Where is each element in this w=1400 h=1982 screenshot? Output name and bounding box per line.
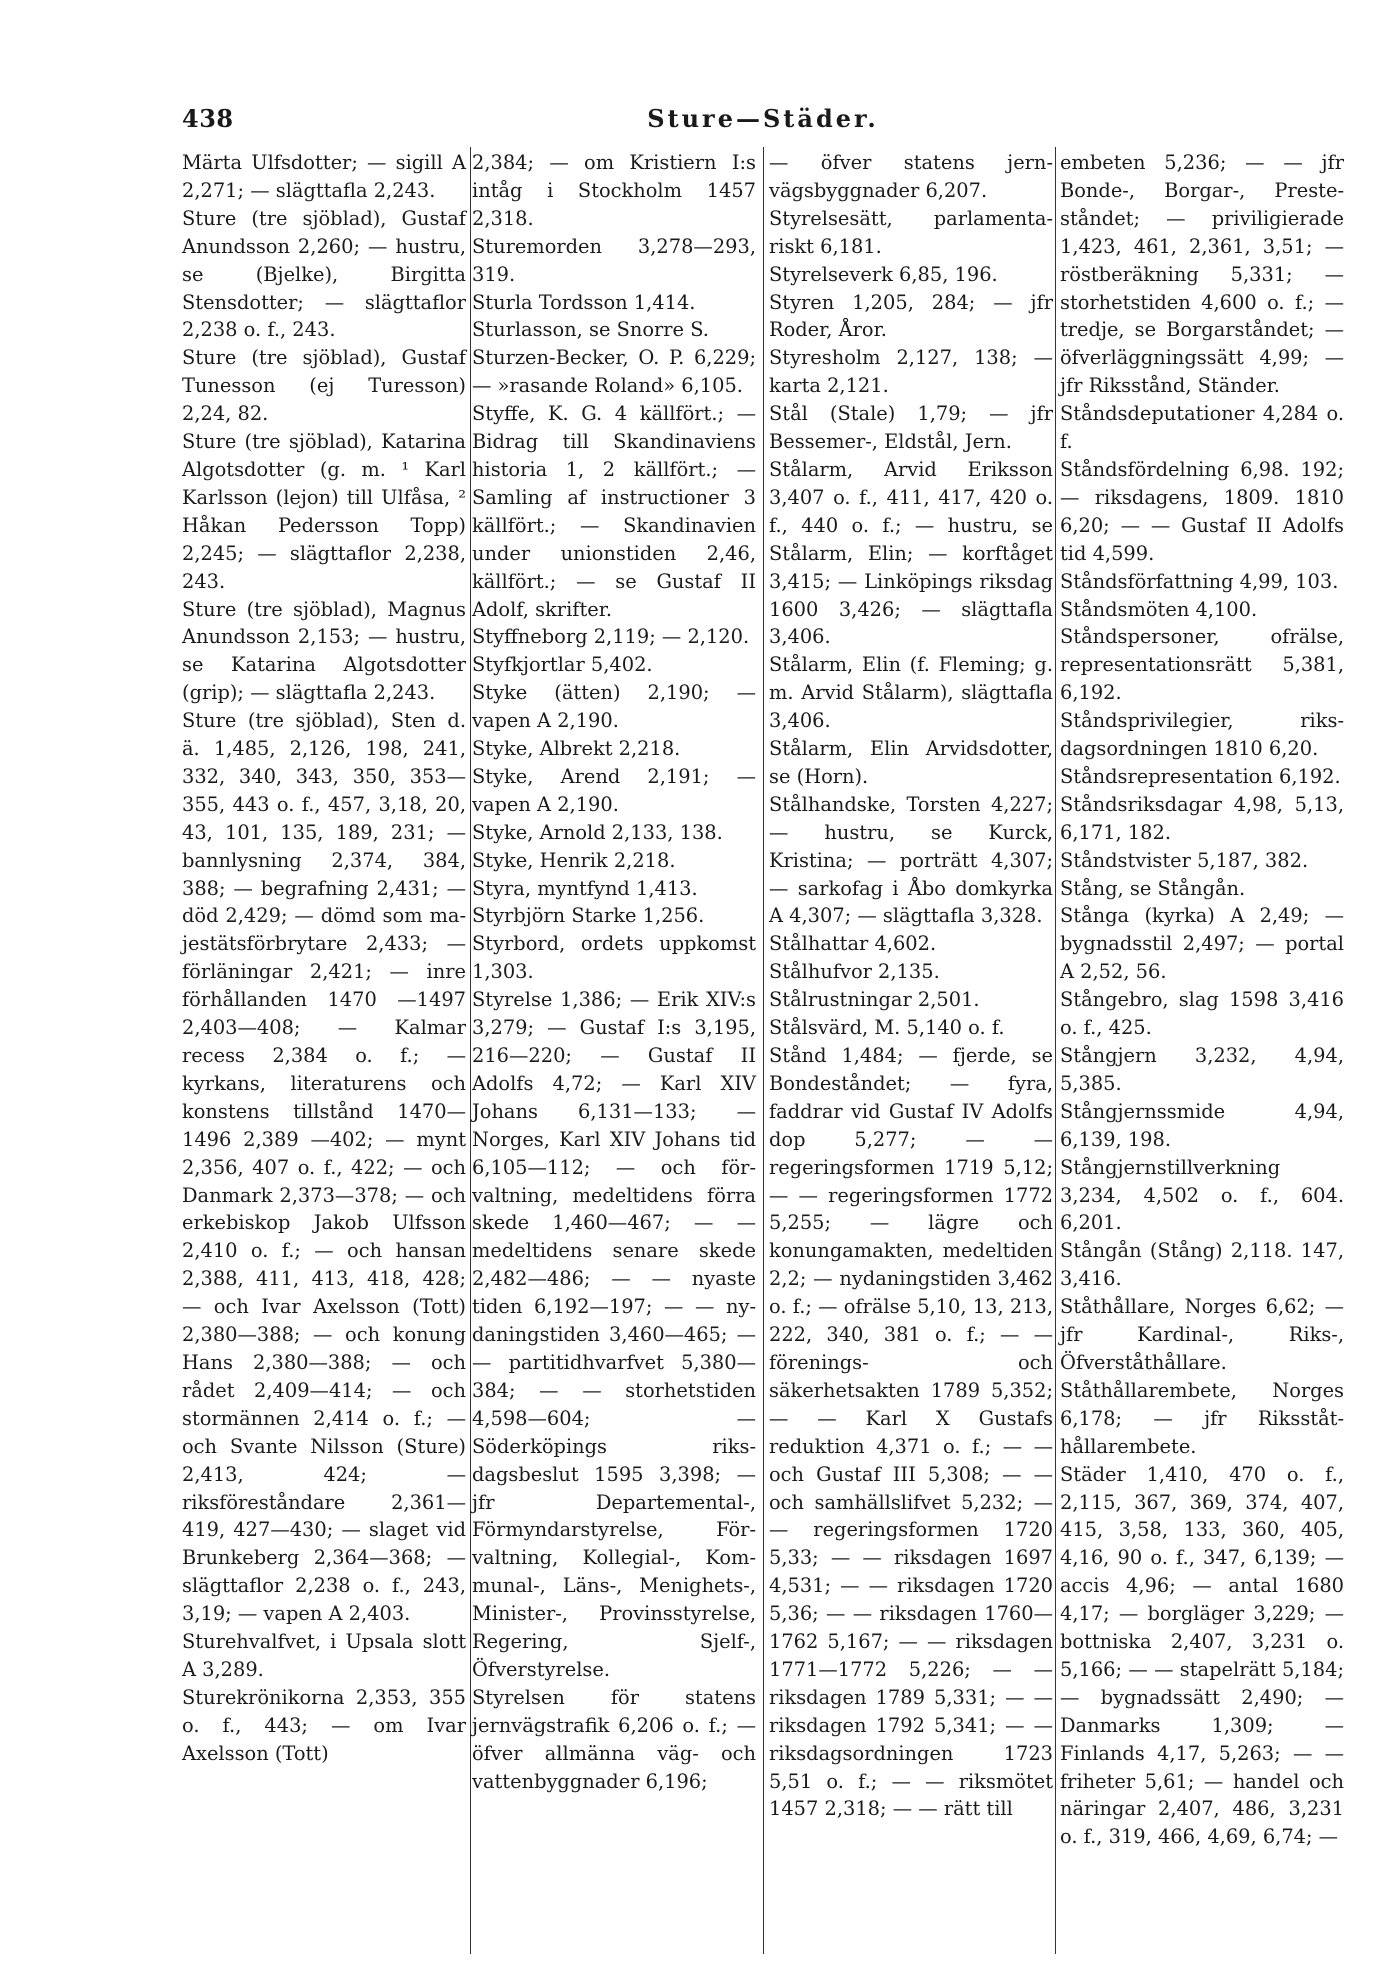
index-entry: Stångebro, slag 1598 3,416 o. f., 425. [1060, 988, 1344, 1040]
index-entry: Märta Ulfsdotter; — sigill A 2,271; — slägttafla 2,243. [182, 151, 466, 202]
index-entry: Sture (tre sjöblad), Sten d. ä. 1,485, 2,126, 198, 241, 332, 340, 343, 350, 353—355, 443 o. f., 457, 3,18, 20, 43, 101, 135, 189, 231; — bannlysning 2,374, 384, 388; — begrafning 2,431; — död 2,429; — dömd som majestätsförbrytare 2,433; — förläningar 2,421; — inre förhållanden 1470 —1497 2,403—408; — Kalmar recess 2,384 o. f.; — kyrkans, literaturens och konstens tillstånd 1470—1496 2,389 —402; — mynt 2,356, 407 o. f., 422; — och Danmark 2,373—378; — och erkebiskop Jakob Ulfsson 2,410 o. f.; — och hansan 2,388, 411, 413, 418, 428; — och Ivar Axelsson (Tott) 2,380—388; — och konung Hans 2,380—388; — och rådet 2,409—414; — och stormännen 2,414 o. f.; — och Svante Nilsson (Sture) 2,413, 424; — riksföreståndare 2,361—419, 427—430; — slaget vid Brunkeberg 2,364—368; — slägttaflor 2,238 o. f., 243, 3,19; — vapen A 2,403. [182, 709, 466, 1626]
index-entry: Sture (tre sjöblad), Katarina Algotsdotter (g. m. ¹ Karl Karlsson (lejon) till Ulfåsa, ² Håkan Pedersson Topp) 2,245; — slägttaflor 2,238, 243. [182, 430, 466, 593]
index-entry: Styrelse 1,386; — Erik XIV:s 3,279; — Gustaf I:s 3,195, 216—220; — Gustaf II Adolfs 4,72; — Karl XIV Johans 6,131—133; — Norges, Karl XIV Johans tid 6,105—112; — och förvaltning, medeltidens förra skede 1,460—467; — — medeltidens senare skede 2,482—486; — — nyaste tiden 6,192—197; — — nydaningstiden 3,460—465; — — partitidhvarfvet 5,380—384; — — storhetstiden 4,598—604; — Söderköpings riksdagsbeslut 1595 3,398; — jfr Departemental-, Förmyndarstyrelse, Förvaltning, Kollegial-, Kommunal-, Läns-, Menighets-, Minister-, Provinsstyrelse, Regering, Sjelf-, Öfverstyrelse. [472, 988, 756, 1681]
index-entry: Stång, se Stångån. [1060, 876, 1246, 900]
index-entry: Städer 1,410, 470 o. f., 2,115, 367, 369, 374, 407, 415, 3,58, 133, 360, 405, 4,16, 90 o. f., 347, 6,139; — accis 4,96; — antal 1680 4,17; — borgläger 3,229; — bottniska 2,407, 3,231 o. 5,166; — — stapelrätt 5,184; — bygnadssätt 2,490; — Danmarks 1,309; — Finlands 4,17, 5,263; — — friheter 5,61; — handel och näringar 2,407, 486, 3,231 o. f., 319, 466, 4,69, 6,74; — [1060, 1462, 1344, 1849]
index-entry: Stålrustningar 2,501. [769, 988, 980, 1012]
index-entry: Styrelsen för statens jernvägstrafik 6,206 o. f.; — öfver allmänna väg- och vattenbyggnader 6,196; [472, 1685, 756, 1793]
index-entry: Stål (Stale) 1,79; — jfr Bessemer-, Eldstål, Jern. [769, 402, 1053, 454]
index-entry: Stångjern 3,232, 4,94, 5,385. [1060, 1044, 1344, 1095]
index-column-1 [182, 149, 466, 1768]
index-entry: Ståthållarembete, Norges 6,178; — jfr Riksståthållarembete. [1060, 1378, 1344, 1458]
index-entry: Ståndstvister 5,187, 382. [1060, 848, 1309, 872]
index-entry: Ståndsfördelning 6,98. 192; — riksdagens, 1809. 1810 6,20; — — Gustaf II Adolfs tid 4,599. [1060, 457, 1344, 565]
index-entry: Stålarm, Arvid Eriksson 3,407 o. f., 411, 417, 420 o. f., 440 o. f.; — hustru, se Stålarm, Elin; — korftåget 3,415; — Linköpings riksdag 1600 3,426; — slägttafla 3,406. [769, 457, 1053, 649]
index-entry: Styren 1,205, 284; — jfr Roder, Åror. [769, 290, 1053, 342]
page-number: 438 [182, 104, 234, 133]
running-head: Sture—Städer. [647, 104, 879, 133]
index-entry: Sturemorden 3,278—293, 319. [472, 234, 756, 286]
index-entry: Stålarm, Elin Arvidsdotter, se (Horn). [769, 737, 1053, 788]
index-entry: Stålhattar 4,602. [769, 932, 937, 956]
index-entry: Styke, Arnold 2,133, 138. [472, 820, 723, 844]
index-entry: — öfver statens jernvägsbyggnader 6,207. [769, 151, 1053, 202]
index-entry: Ståndsrepresentation 6,192. [1060, 764, 1341, 788]
index-entry: Sturekrönikorna 2,353, 355 o. f., 443; — om Ivar Axelsson (Tott) [182, 1685, 466, 1765]
index-entry: Ståndsmöten 4,100. [1060, 597, 1258, 621]
index-entry: Ståndsprivilegier, riksdagsordningen 1810 6,20. [1060, 709, 1344, 761]
index-entry: Stålhufvor 2,135. [769, 960, 940, 984]
index-entry: Stångån (Stång) 2,118. 147, 3,416. [1060, 1239, 1344, 1291]
index-entry: Styrbord, ordets uppkomst 1,303. [472, 932, 756, 984]
index-entry: Stångjernstillverkning 3,234, 4,502 o. f., 604. 6,201. [1060, 1155, 1344, 1235]
index-entry: Styke (ätten) 2,190; — vapen A 2,190. [472, 681, 756, 733]
index-entry: Stångjernssmide 4,94, 6,139, 198. [1060, 1099, 1344, 1151]
index-entry: Styrbjörn Starke 1,256. [472, 904, 705, 928]
index-entry: Ståndspersoner, ofrälse, representationsrätt 5,381, 6,192. [1060, 625, 1344, 705]
column-rule [1055, 147, 1056, 1954]
index-column-4 [1060, 149, 1344, 1851]
index-entry: Styffneborg 2,119; — 2,120. [472, 625, 750, 649]
index-column-3 [769, 149, 1053, 1823]
index-entry: Stålhandske, Torsten 4,227; — hustru, se Kurck, Kristina; — porträtt 4,307; — sarkofag i Åbo domkyrka A 4,307; — slägttafla 3,328. [769, 792, 1053, 928]
column-rule [470, 147, 471, 1954]
index-entry: Styke, Albrekt 2,218. [472, 737, 681, 761]
index-entry: Stånd 1,484; — fjerde, se Bondeståndet; — fyra, faddrar vid Gustaf IV Adolfs dop 5,277; — — regeringsformen 1719 5,12; — — regeringsformen 1772 5,255; — lägre och konungamakten, medeltiden 2,2; — nydaningstiden 3,462 o. f.; — ofrälse 5,10, 13, 213, 222, 340, 381 o. f.; — — förenings- och säkerhetsakten 1789 5,352; — — Karl X Gustafs reduktion 4,371 o. f.; — — och Gustaf III 5,308; — — och samhällslifvet 5,232; — — regeringsformen 1720 5,33; — — riksdagen 1697 4,531; — — riksdagen 1720 5,36; — — riksdagen 1760—1762 5,167; — — riksdagen 1771—1772 5,226; — — riksdagen 1789 5,331; — — riksdagen 1792 5,341; — — riksdagsordningen 1723 5,51 o. f.; — — riksmötet 1457 2,318; — — rätt till [769, 1044, 1053, 1821]
index-entry: Styffe, K. G. 4 källfört.; — Bidrag till Skandinaviens historia 1, 2 källfört.; — Samling af instructioner 3 källfört.; — Skandinavien under unionstiden 2,46, källfört.; — se Gustaf II Adolf, skrifter. [472, 402, 756, 621]
index-entry: Styfkjortlar 5,402. [472, 653, 653, 677]
index-entry: Ståndsdeputationer 4,284 o. f. [1060, 402, 1344, 454]
index-entry: 2,384; — om Kristiern I:s intåg i Stockholm 1457 2,318. [472, 151, 756, 230]
index-entry: Styresholm 2,127, 138; — karta 2,121. [769, 346, 1053, 398]
index-column-2 [472, 149, 756, 1795]
index-entry: embeten 5,236; — — jfr Bonde-, Borgar-, Presteståndet; — priviligierade 1,423, 461, 2,361, 3,51; — röstberäkning 5,331; — storhetstiden 4,600 o. f.; — tredje, se Borgarståndet; — öfverläggningssätt 4,99; — jfr Riksstånd, Ständer. [1060, 151, 1344, 398]
index-entry: Styke, Henrik 2,218. [472, 848, 676, 872]
index-entry: Sture (tre sjöblad), Magnus Anundsson 2,153; — hustru, se Katarina Algotsdotter (grip); — slägttafla 2,243. [182, 597, 466, 705]
index-entry: Sturlasson, se Snorre S. [472, 318, 709, 342]
index-entry: Stålsvärd, M. 5,140 o. f. [769, 1016, 1005, 1040]
index-entry: Sturzen-Becker, O. P. 6,229; — »rasande Roland» 6,105. [472, 346, 756, 398]
index-entry: Styke, Arend 2,191; — vapen A 2,190. [472, 764, 756, 816]
index-entry: Stånga (kyrka) A 2,49; — bygnadsstil 2,497; — portal A 2,52, 56. [1060, 904, 1344, 984]
index-entry: Ståndsriksdagar 4,98, 5,13, 6,171, 182. [1060, 792, 1344, 844]
index-entry: Sture (tre sjöblad), Gustaf Tunesson (ej Turesson) 2,24, 82. [182, 346, 466, 426]
index-entry: Ståndsförfattning 4,99, 103. [1060, 569, 1339, 593]
index-entry: Styrelsesätt, parlamentariskt 6,181. [769, 206, 1053, 258]
index-entry: Styrelseverk 6,85, 196. [769, 262, 998, 286]
page-header [182, 104, 1344, 144]
index-entry: Styra, myntfynd 1,413. [472, 876, 698, 900]
index-entry: Ståthållare, Norges 6,62; — jfr Kardinal-, Riks-, Öfverståthållare. [1060, 1295, 1344, 1374]
index-entry: Sture (tre sjöblad), Gustaf Anundsson 2,260; — hustru, se (Bjelke), Birgitta Stensdotter; — slägttaflor 2,238 o. f., 243. [182, 206, 466, 342]
column-rule [763, 147, 764, 1954]
index-entry: Stålarm, Elin (f. Fleming; g. m. Arvid Stålarm), slägttafla 3,406. [769, 653, 1053, 733]
index-entry: Sturehvalfvet, i Upsala slott A 3,289. [182, 1630, 466, 1681]
index-entry: Sturla Tordsson 1,414. [472, 290, 696, 314]
